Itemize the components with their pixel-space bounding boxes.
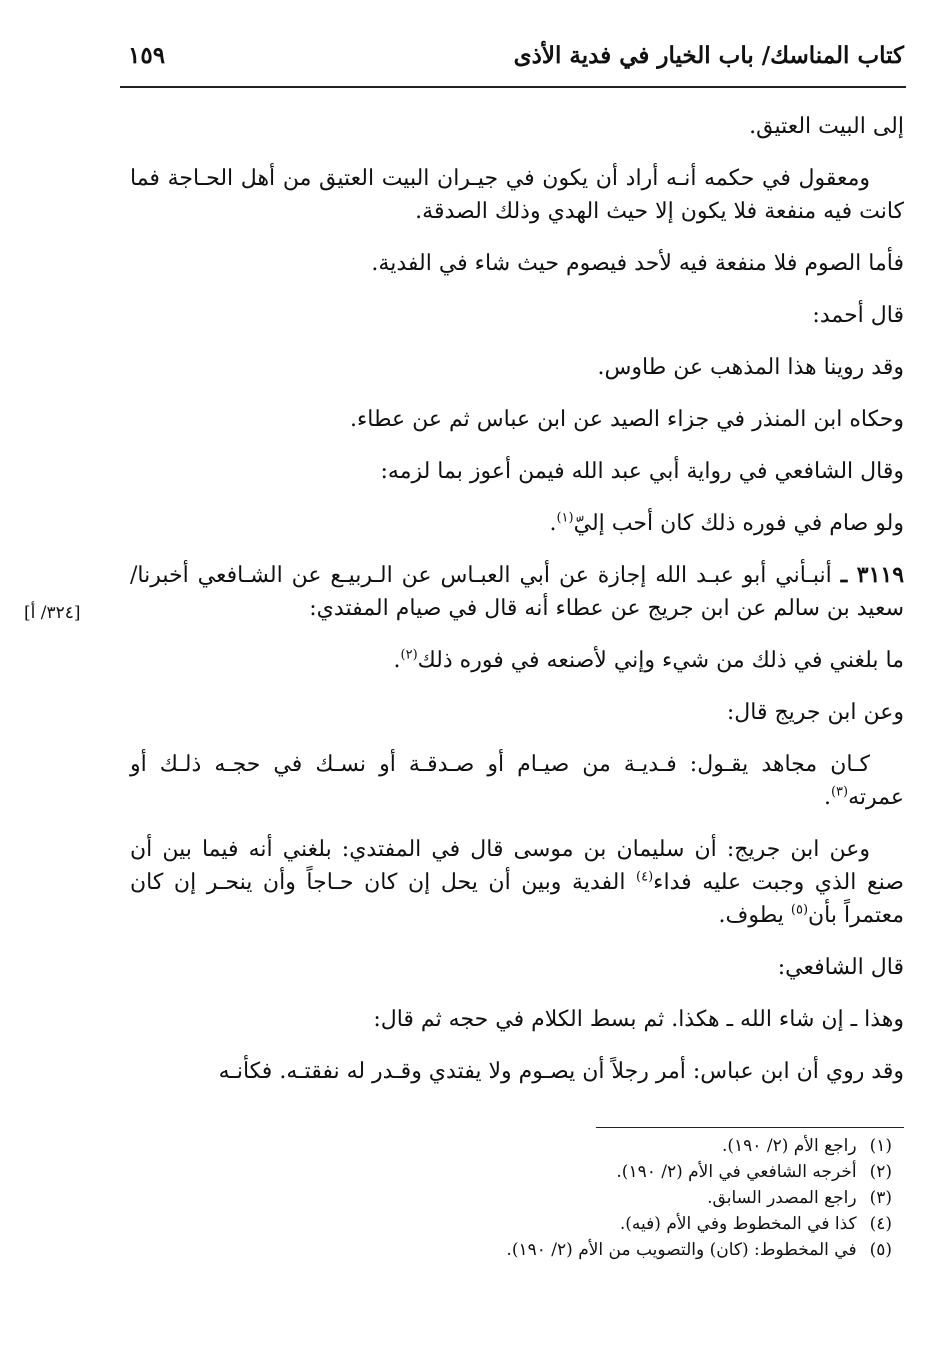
paragraph-text: وقد روينا هذا المذهب عن طاوس. [597,355,904,380]
paragraph-text: ولو صام في فوره ذلك كان أحب إليّ [573,511,904,536]
main-text [130,110,904,1107]
footnote-rule [596,1127,904,1128]
hadith-paragraph [130,559,904,625]
paragraph-text: وعن ابن جريج قال: [726,700,904,725]
paragraph [130,110,904,143]
paragraph-text: وقد روي أن ابن عباس: أمر رجلاً أن يصـوم ولا يفتدي وقـدر له نفقتـه. فكأنـه [218,1059,904,1084]
footnote-number: (٣) [869,1188,892,1208]
footnote-ref: (٥) [790,902,809,918]
paragraph [130,748,904,814]
paragraph-text: وهذا ـ إن شاء الله ـ هكذا. ثم بسط الكلام في حجه ثم قال: [373,1007,904,1032]
paragraph [130,951,904,984]
footnote-text: راجع المصدر السابق. [707,1188,857,1208]
paragraph-text: أنبـأني أبو عبـد الله إجازة عن أبي العبـاس عن الـربيـع عن الشـافعي أخبرنا/ سعيد بن سالم عن ابن جريج عن عطاء أنه قال في صيام المفتدي: [130,563,904,621]
paragraph [130,1003,904,1036]
running-header-title: كتاب المناسك/ باب الخيار في فدية الأذى [513,42,904,69]
footnote [252,1185,892,1211]
footnote-number: (١) [869,1136,892,1156]
header-rule [120,86,906,88]
footnote-number: (٢) [869,1162,892,1182]
footnote-ref: (٣) [830,784,849,800]
footnote-number: (٤) [869,1214,892,1234]
paragraph-text: . [549,511,557,536]
paragraph [130,299,904,332]
paragraph-text: قال أحمد: [812,303,904,328]
paragraph-text: . [823,785,831,810]
page-number: ١٥٩ [128,42,166,69]
manuscript-folio-marker: [٣٢٤/ أ] [24,603,81,623]
paragraph [130,644,904,677]
paragraph-text: ومعقول في حكمه أنـه أراد أن يكون في جيـران البيت العتيق من أهل الحـاجة فما كانت فيه منفعة فلا يكون إلا حيث الهدي وذلك الصدقة. [130,166,904,224]
paragraph [130,162,904,228]
footnote-ref: (٤) [636,869,654,885]
paragraph [130,1055,904,1088]
footnote [252,1159,892,1185]
paragraph [130,351,904,384]
footnote-text: راجع الأم (٢/ ١٩٠). [721,1136,857,1156]
paragraph-text: قال الشافعي: [777,955,904,980]
hadith-number: ٣١١٩ ـ [840,562,905,588]
paragraph-text: وعن ابن جريج: أن سليمان بن موسى قال في المفتدي: بلغني أنه فيما بين أن صنع الذي وجبت عليه فداء [130,837,904,895]
paragraph-text: فأما الصوم فلا منفعة فيه لأحد فيصوم حيث شاء في الفدية. [371,251,904,276]
paragraph-text: إلى البيت العتيق. [749,114,904,139]
paragraph [130,247,904,280]
paragraph-text: يطوف. [718,903,791,928]
paragraph [130,507,904,540]
paragraph [130,455,904,488]
footnote-text: كذا في المخطوط وفي الأم (فيه). [619,1214,857,1234]
footnote [252,1133,892,1159]
footnote-ref: (١) [556,510,574,526]
footnotes [252,1133,892,1263]
footnote-number: (٥) [869,1240,892,1260]
paragraph-text: الفدية وبين أن يحل إن كان حـاجاً وأن ينحـر إن كان معتمراً بأن [130,870,904,928]
paragraph-text: . [393,648,401,673]
paragraph [130,833,904,932]
footnote-ref: (٢) [400,647,418,663]
footnote [252,1211,892,1237]
paragraph-text: كـان مجاهد يقـول: فـديـة من صيـام أو صـدقـة أو نسـك في حجـه ذلـك أو عمرته [130,752,904,810]
footnote-text: في المخطوط: (كان) والتصويب من الأم (٢/ ١٩٠). [506,1240,857,1260]
paragraph [130,403,904,436]
footnote-text: أخرجه الشافعي في الأم (٢/ ١٩٠). [616,1162,857,1182]
paragraph [130,696,904,729]
paragraph-text: وحكاه ابن المنذر في جزاء الصيد عن ابن عباس ثم عن عطاء. [349,407,904,432]
paragraph-text: ما بلغني في ذلك من شيء وإني لأصنعه في فوره ذلك [417,648,904,673]
paragraph-text: وقال الشافعي في رواية أبي عبد الله فيمن أعوز بما لزمه: [380,459,904,484]
footnote [252,1237,892,1263]
